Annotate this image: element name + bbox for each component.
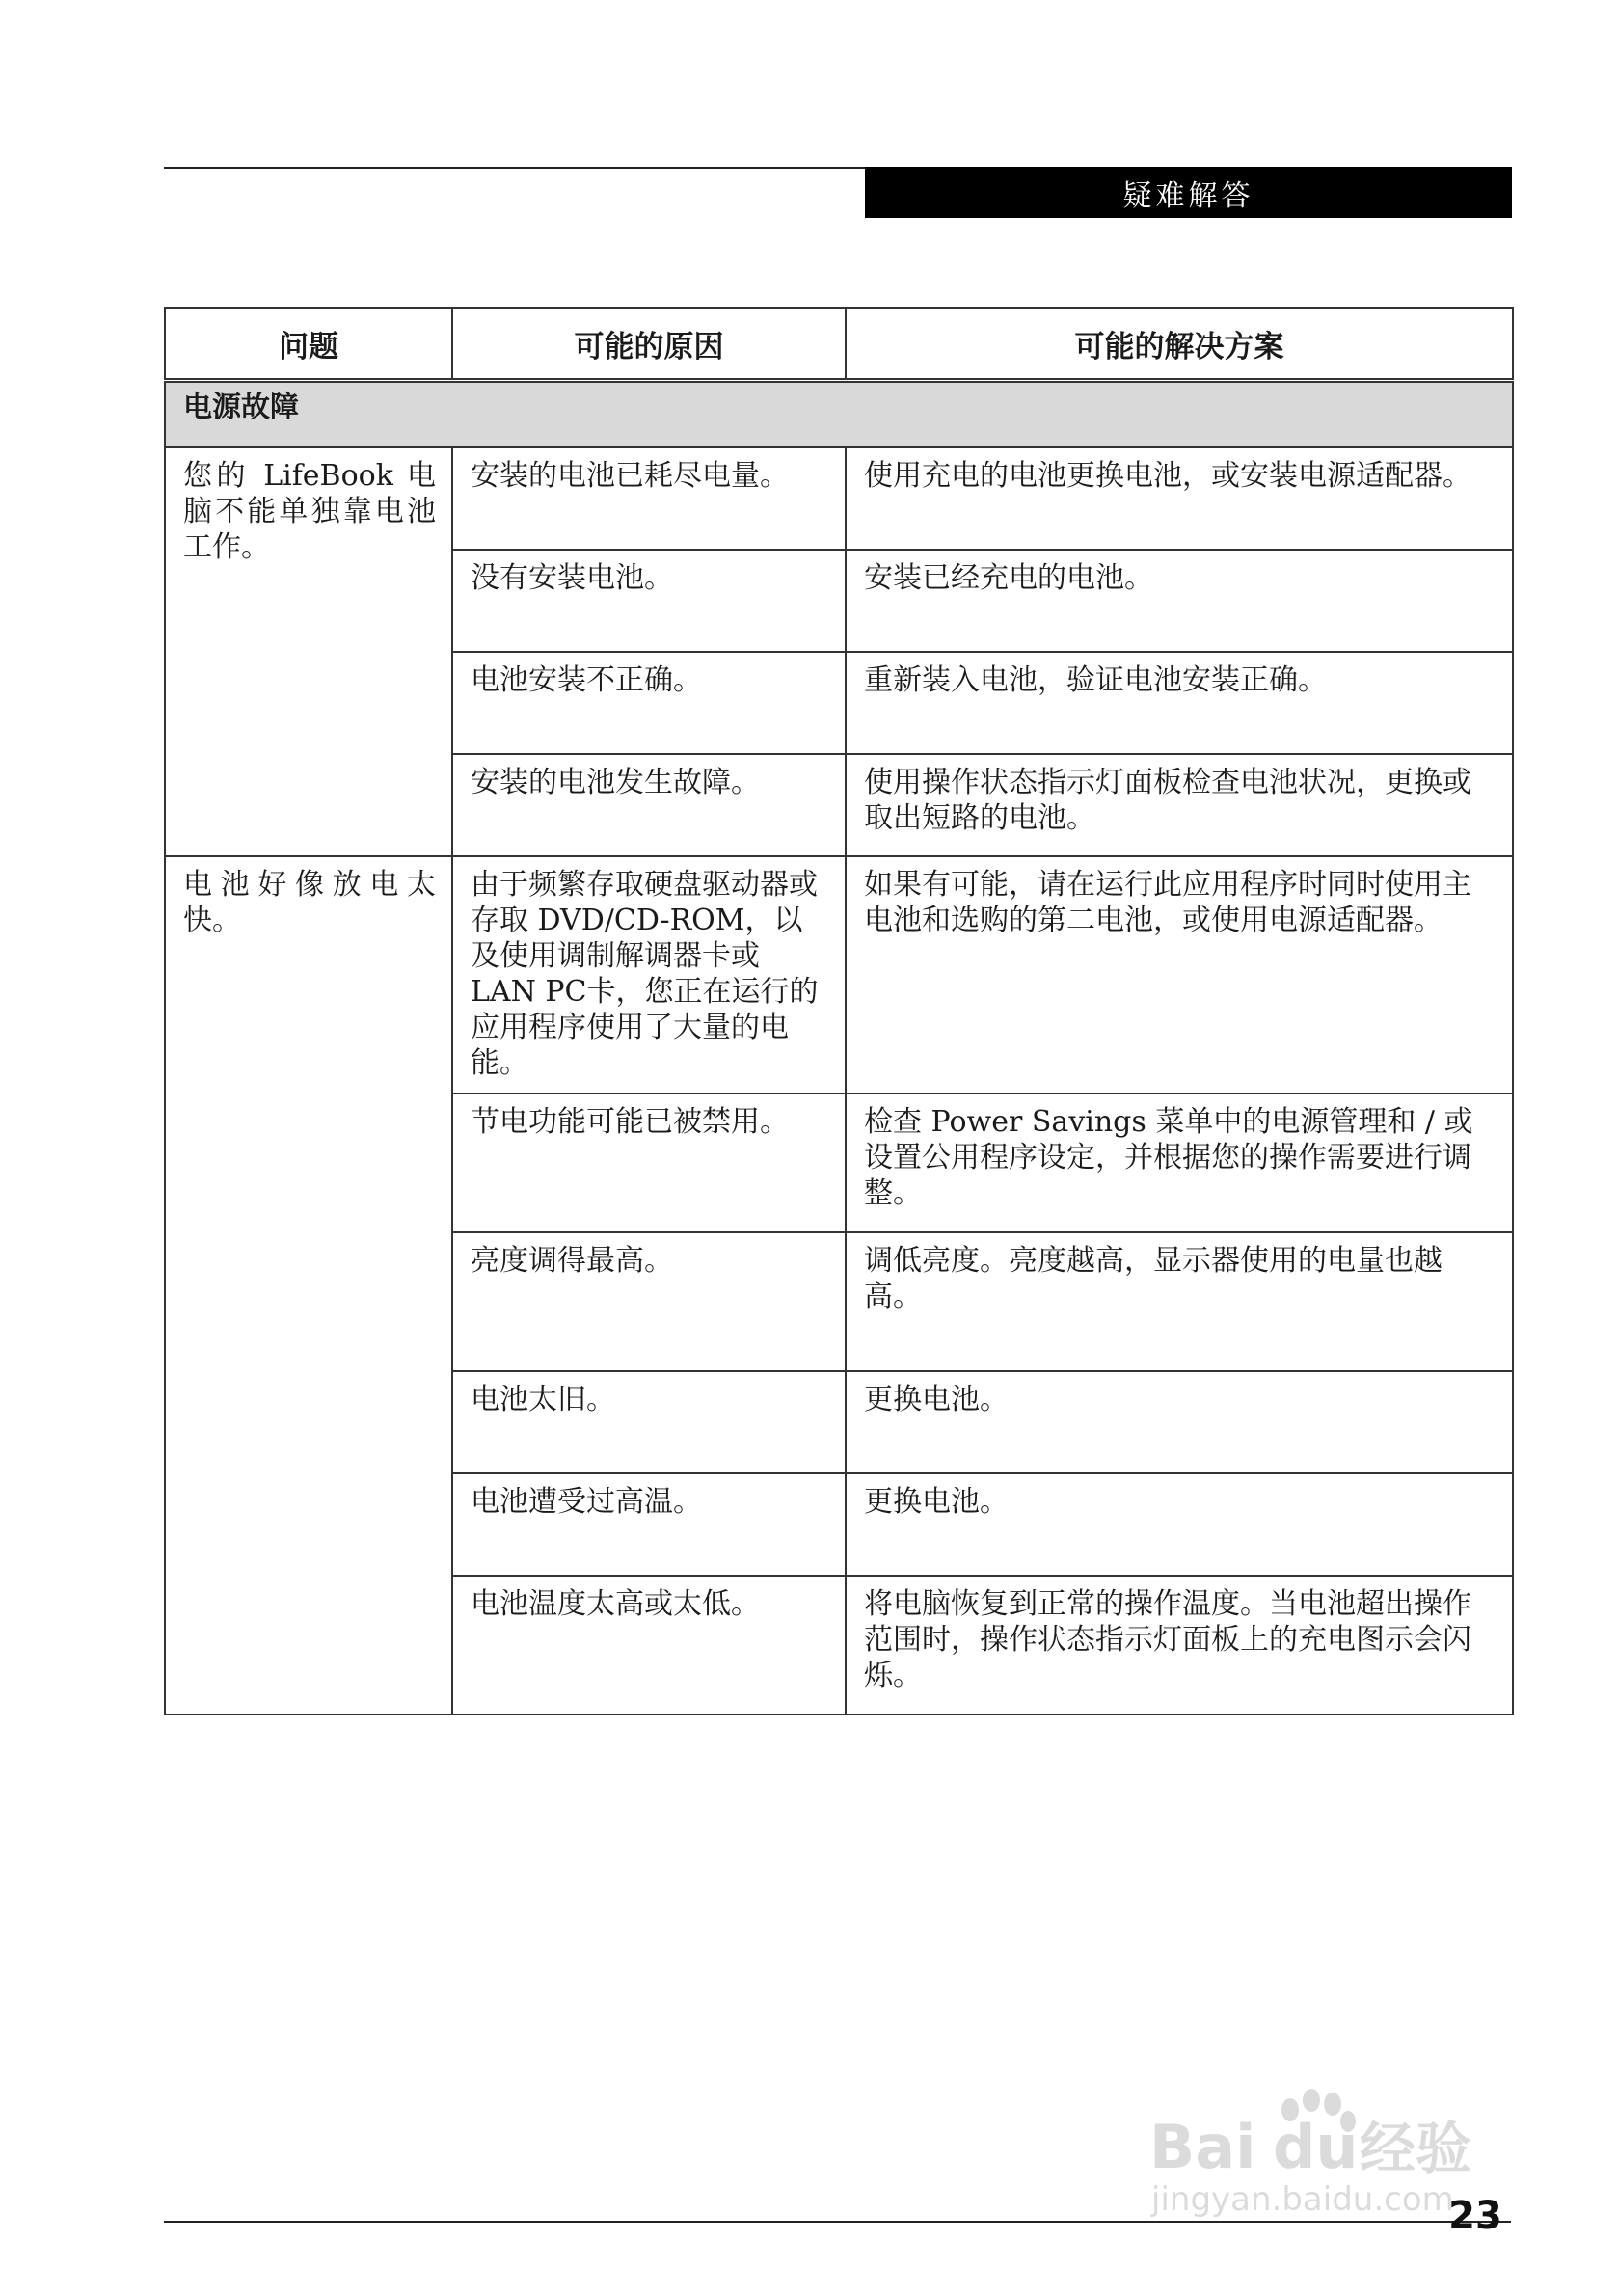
solution-cell: 使用操作状态指示灯面板检查电池状况，更换或取出短路的电池。 (846, 754, 1513, 856)
cause-cell: 没有安装电池。 (452, 550, 846, 652)
solution-cell: 使用充电的电池更换电池，或安装电源适配器。 (846, 447, 1513, 550)
cause-cell: 安装的电池发生故障。 (452, 754, 846, 856)
solution-cell: 重新装入电池，验证电池安装正确。 (846, 652, 1513, 754)
category-label: 电源故障 (165, 381, 1513, 448)
cause-cell: 电池太旧。 (452, 1371, 846, 1473)
table-row (165, 856, 1513, 1094)
solution-cell: 检查 Power Savings 菜单中的电源管理和 / 或设置公用程序设定，并根据您的操作需要进行调整。 (846, 1094, 1513, 1232)
cause-cell: 由于频繁存取硬盘驱动器或存取 DVD/CD-ROM，以及使用调制解调器卡或 LAN PC卡，您正在运行的应用程序使用了大量的电能。 (452, 856, 846, 1094)
solution-cell: 如果有可能，请在运行此应用程序时同时使用主电池和选购的第二电池，或使用电源适配器。 (846, 856, 1513, 1094)
watermark-product: 经验 (1360, 2116, 1472, 2181)
solution-cell: 调低亮度。亮度越高，显示器使用的电量也越高。 (846, 1232, 1513, 1371)
column-header-cause: 可能的原因 (452, 308, 846, 381)
solution-cell: 更换电池。 (846, 1371, 1513, 1473)
solution-cell: 安装已经充电的电池。 (846, 550, 1513, 652)
cause-cell: 电池温度太高或太低。 (452, 1576, 846, 1715)
cause-cell: 电池安装不正确。 (452, 652, 846, 754)
problem-cell: 您的 LifeBook 电脑不能单独靠电池工作。 (165, 447, 452, 856)
table-header-row (165, 308, 1513, 381)
column-header-problem: 问题 (165, 308, 452, 381)
solution-cell: 将电脑恢复到正常的操作温度。当电池超出操作范围时，操作状态指示灯面板上的充电图示会闪烁。 (846, 1576, 1513, 1715)
footer-rule (164, 2221, 1511, 2223)
watermark-brand-du: du (1273, 2112, 1359, 2182)
cause-cell: 节电功能可能已被禁用。 (452, 1094, 846, 1232)
problem-cell: 电池好像放电太快。 (165, 856, 452, 1715)
column-header-solution: 可能的解决方案 (846, 308, 1513, 381)
cause-cell: 亮度调得最高。 (452, 1232, 846, 1371)
category-row (165, 381, 1513, 448)
cause-cell: 安装的电池已耗尽电量。 (452, 447, 846, 550)
troubleshooting-table (164, 307, 1514, 1715)
section-title: 疑难解答 (865, 167, 1512, 218)
watermark-url: jingyan.baidu.com (1151, 2180, 1454, 2219)
table-row (165, 447, 1513, 550)
paw-toe-icon (1303, 2089, 1320, 2112)
page-number: 23 (1437, 2181, 1514, 2251)
solution-cell: 更换电池。 (846, 1473, 1513, 1576)
watermark-brand: Bai (1149, 2112, 1256, 2182)
cause-cell: 电池遭受过高温。 (452, 1473, 846, 1576)
